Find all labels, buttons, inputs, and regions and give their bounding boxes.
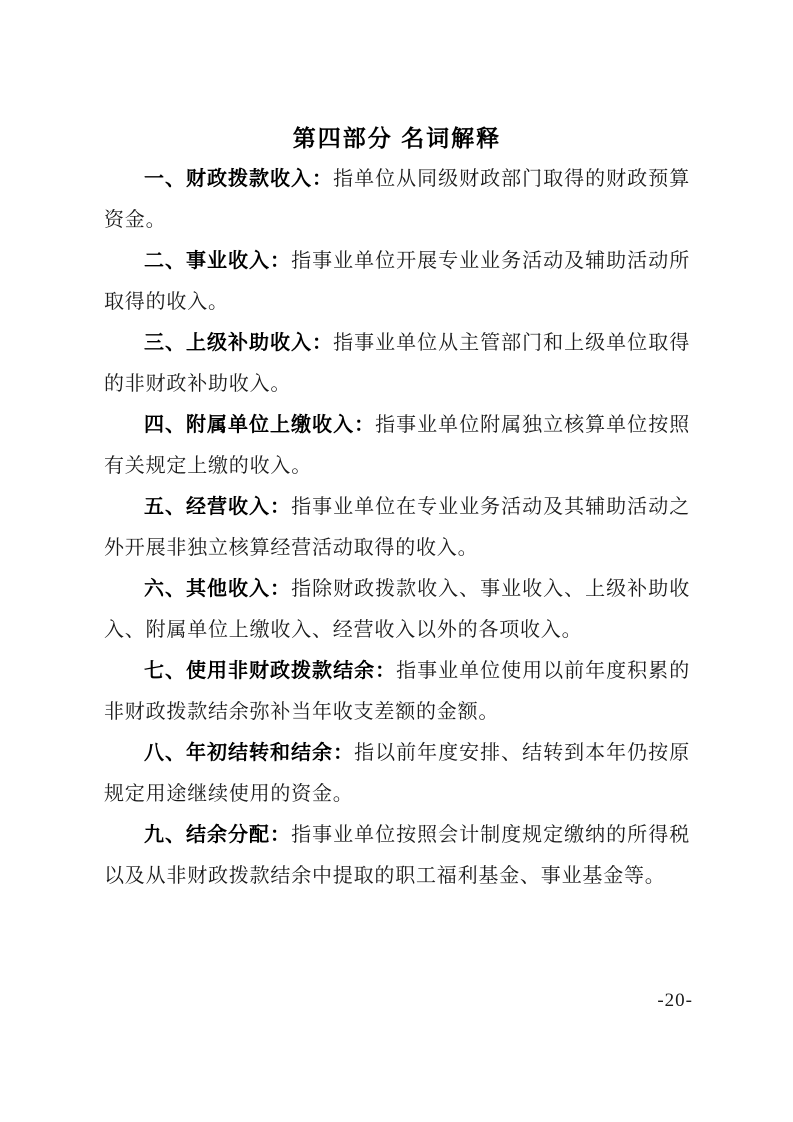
- term-paragraph-5: [104, 487, 690, 569]
- term-paragraph-7: [104, 651, 690, 733]
- section-title: 第四部分 名词解释: [292, 125, 502, 151]
- term-label: 二、事业收入：: [144, 250, 292, 272]
- term-label: 一、财政拨款收入：: [144, 168, 334, 190]
- term-definition: 指事业单位使用以前年度积累的非财政拨款结余弥补当年收支差额的金额。: [104, 660, 690, 723]
- term-definition: 指事业单位开展专业业务活动及辅助活动所取得的收入。: [104, 250, 690, 313]
- term-label: 九、结余分配：: [144, 824, 292, 846]
- page-number: -20-: [657, 990, 693, 1011]
- term-paragraph-6: [104, 569, 690, 651]
- term-label: 七、使用非财政拨款结余：: [144, 660, 397, 682]
- term-definition: 指单位从同级财政部门取得的财政预算资金。: [104, 168, 690, 231]
- term-definition: 指事业单位从主管部门和上级单位取得的非财政补助收入。: [104, 332, 690, 395]
- term-paragraph-3: [104, 323, 690, 405]
- term-paragraph-9: [104, 815, 690, 897]
- term-definition: 指除财政拨款收入、事业收入、上级补助收入、附属单位上缴收入、经营收入以外的各项收入。: [104, 578, 690, 641]
- term-paragraph-4: [104, 405, 690, 487]
- term-definition: 指以前年度安排、结转到本年仍按原规定用途继续使用的资金。: [104, 742, 690, 805]
- term-paragraph-2: [104, 241, 690, 323]
- term-definition: 指事业单位在专业业务活动及其辅助活动之外开展非独立核算经营活动取得的收入。: [104, 496, 690, 559]
- term-paragraph-1: [104, 159, 690, 241]
- term-label: 五、经营收入：: [144, 496, 292, 518]
- term-label: 六、其他收入：: [144, 578, 292, 600]
- term-definition: 指事业单位附属独立核算单位按照有关规定上缴的收入。: [104, 414, 690, 477]
- term-definition: 指事业单位按照会计制度规定缴纳的所得税以及从非财政拨款结余中提取的职工福利基金、事业基金等。: [104, 824, 690, 887]
- term-label: 四、附属单位上缴收入：: [144, 414, 376, 436]
- term-label: 三、上级补助收入：: [144, 332, 334, 354]
- term-label: 八、年初结转和结余：: [144, 742, 355, 764]
- term-paragraph-8: [104, 733, 690, 815]
